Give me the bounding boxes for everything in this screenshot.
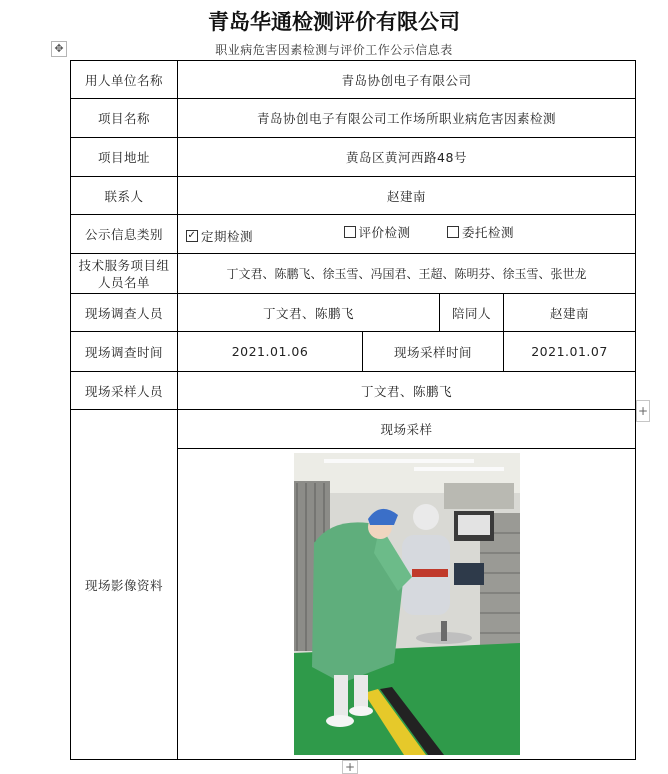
row-sampling-staff: [71, 372, 636, 410]
escort-label: 陪同人: [440, 294, 504, 332]
checkbox-checked-icon[interactable]: ✓: [187, 230, 197, 241]
sampling-staff-label: 现场采样人员: [71, 372, 178, 410]
contact-value[interactable]: 赵建南: [178, 177, 636, 215]
add-row-plus-icon[interactable]: +: [342, 760, 358, 774]
form-subtitle: 职业病危害因素检测与评价工作公示信息表: [215, 43, 453, 57]
team-value[interactable]: 丁文君、陈鹏飞、徐玉雪、冯国君、王超、陈明芬、徐玉雪、张世龙: [178, 254, 636, 294]
row-photo-caption: [71, 410, 636, 449]
photo-caption: 现场采样: [178, 410, 636, 449]
row-address: [71, 138, 636, 177]
employer-value[interactable]: 青岛协创电子有限公司: [178, 61, 636, 99]
address-value[interactable]: 黄岛区黄河西路48号: [178, 138, 636, 177]
media-label: 现场影像资料: [71, 410, 178, 760]
row-times: [71, 332, 636, 372]
site-sampling-photo: [294, 453, 520, 755]
photo-cell: [178, 449, 636, 760]
checkbox-label: 定期检测: [201, 229, 254, 244]
escort-value[interactable]: 赵建南: [504, 294, 636, 332]
checkbox-evaluation-testing[interactable]: [344, 223, 411, 241]
checkbox-empty-icon[interactable]: [447, 226, 459, 238]
row-info-type: [71, 215, 636, 254]
table-move-handle-icon[interactable]: ✥: [51, 41, 67, 57]
row-contact: [71, 177, 636, 215]
contact-label: 联系人: [71, 177, 178, 215]
employer-label: 用人单位名称: [71, 61, 178, 99]
survey-staff-label: 现场调查人员: [71, 294, 178, 332]
page-title: 青岛华通检测评价有限公司: [208, 9, 460, 34]
project-name-label: 项目名称: [71, 99, 178, 138]
address-label: 项目地址: [71, 138, 178, 177]
checkbox-label: 评价检测: [358, 225, 411, 240]
info-type-options: [178, 215, 636, 254]
sampling-staff-value[interactable]: 丁文君、陈鹏飞: [178, 372, 636, 410]
survey-staff-value[interactable]: 丁文君、陈鹏飞: [178, 294, 440, 332]
row-team: [71, 254, 636, 294]
project-name-value[interactable]: 青岛协创电子有限公司工作场所职业病危害因素检测: [178, 99, 636, 138]
survey-time-label: 现场调查时间: [71, 332, 178, 372]
team-label: 技术服务项目组人员名单: [71, 254, 178, 294]
sampling-time-value[interactable]: 2021.01.07: [504, 332, 636, 372]
add-column-plus-icon[interactable]: +: [636, 400, 650, 422]
sampling-time-label: 现场采样时间: [363, 332, 504, 372]
checkbox-commissioned-testing[interactable]: [447, 223, 514, 241]
row-survey-staff: [71, 294, 636, 332]
checkbox-empty-icon[interactable]: [344, 226, 356, 238]
info-table: [70, 60, 636, 760]
checkbox-regular-testing[interactable]: [186, 227, 253, 245]
info-type-label: 公示信息类别: [71, 215, 178, 254]
checkbox-label: 委托检测: [462, 225, 515, 240]
survey-time-value[interactable]: 2021.01.06: [178, 332, 363, 372]
row-employer: [71, 61, 636, 99]
row-project-name: [71, 99, 636, 138]
